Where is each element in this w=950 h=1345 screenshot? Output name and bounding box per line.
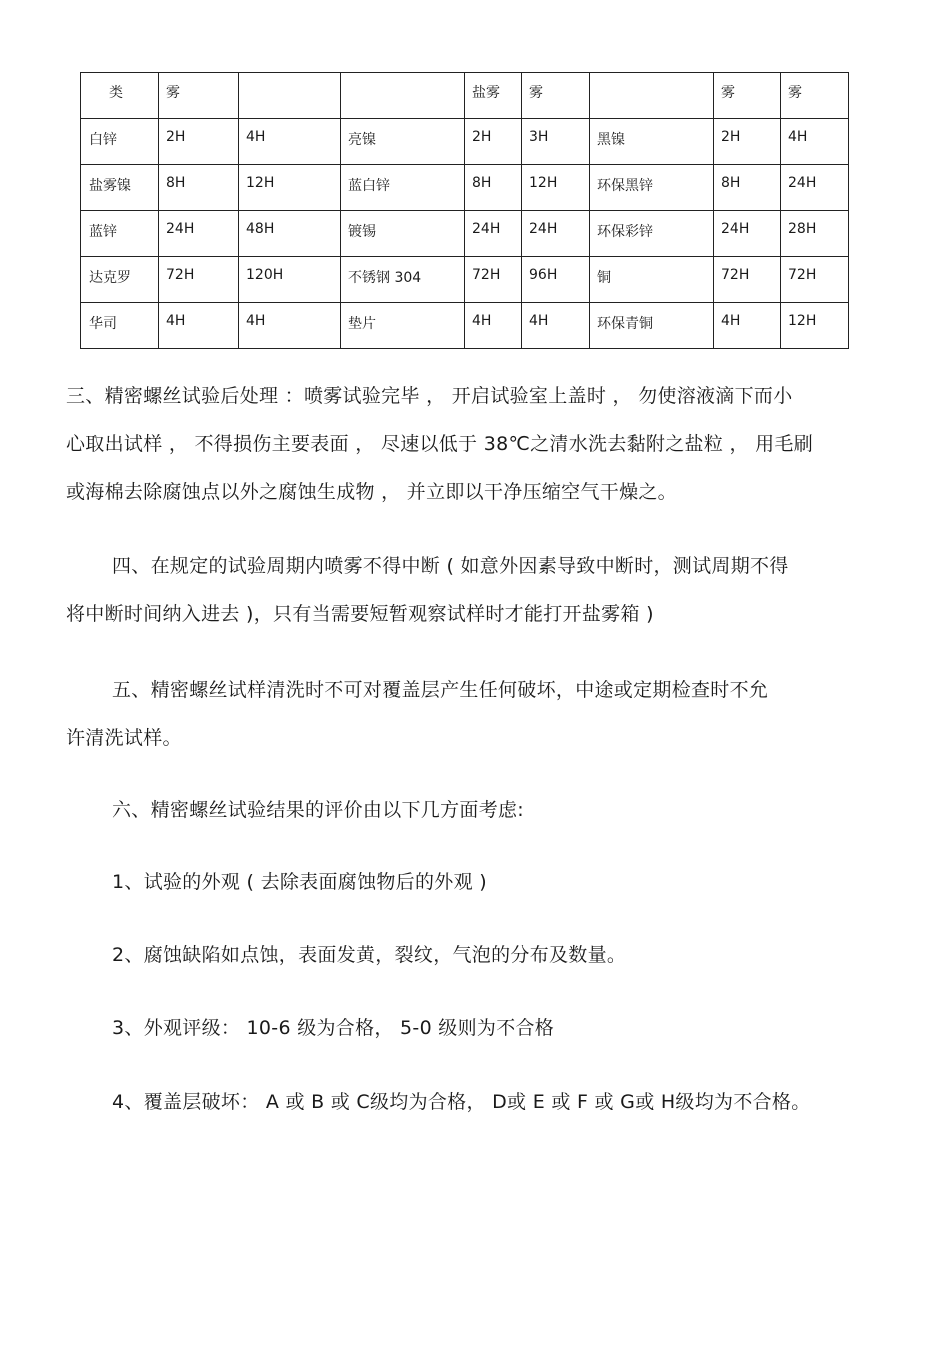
- table-cell: 8H: [714, 165, 781, 211]
- table-cell: 4H: [159, 303, 239, 349]
- evaluation-item-1: 1、试验的外观 ( 去除表面腐蚀物后的外观 ): [112, 871, 487, 893]
- table-cell: 达克罗: [81, 257, 159, 303]
- table-cell: 120H: [239, 257, 341, 303]
- table-cell: 72H: [714, 257, 781, 303]
- table-cell: 4H: [239, 303, 341, 349]
- table-cell: 2H: [714, 119, 781, 165]
- table-cell: 雾: [714, 73, 781, 119]
- table-cell: 8H: [159, 165, 239, 211]
- table-cell: 雾: [522, 73, 590, 119]
- salt-spray-hours-table: [80, 72, 849, 349]
- table-row: [81, 211, 849, 257]
- text-line: 或海棉去除腐蚀点以外之腐蚀生成物 ， 并立即以干净压缩空气干燥之。: [66, 481, 677, 503]
- table-cell: 华司: [81, 303, 159, 349]
- table-cell: 雾: [159, 73, 239, 119]
- text-line: 四、在规定的试验周期内喷雾不得中断 ( 如意外因素导致中断时，测试周期不得: [112, 555, 789, 577]
- table-cell: 96H: [522, 257, 590, 303]
- table-cell: 黑镍: [590, 119, 714, 165]
- text-line: 将中断时间纳入进去 )，只有当需要短暂观察试样时才能打开盐雾箱 ): [66, 603, 654, 625]
- table-cell: 蓝白锌: [341, 165, 465, 211]
- paragraph-no-interruption: [66, 542, 886, 638]
- evaluation-item-3: 3、外观评级： 10-6 级为合格， 5-0 级则为不合格: [112, 1017, 555, 1039]
- table-cell: 铜: [590, 257, 714, 303]
- table-row: [81, 165, 849, 211]
- text-line: 心取出试样 ， 不得损伤主要表面 ， 尽速以低于 38℃之清水洗去黏附之盐粒 ， 用毛刷: [66, 433, 813, 455]
- table-cell: 24H: [159, 211, 239, 257]
- table-cell: 白锌: [81, 119, 159, 165]
- text-line: 许清洗试样。: [66, 727, 182, 749]
- table-cell: 72H: [465, 257, 522, 303]
- table-cell: 12H: [239, 165, 341, 211]
- table-cell: [341, 73, 465, 119]
- table-cell: 4H: [239, 119, 341, 165]
- table-row: [81, 257, 849, 303]
- table-cell: 4H: [522, 303, 590, 349]
- table-cell: 4H: [714, 303, 781, 349]
- table-cell: [239, 73, 341, 119]
- heading-evaluation: 六、精密螺丝试验结果的评价由以下几方面考虑:: [112, 799, 525, 821]
- table-cell: 24H: [465, 211, 522, 257]
- table-cell: 2H: [159, 119, 239, 165]
- table-cell: 48H: [239, 211, 341, 257]
- table-cell: 24H: [781, 165, 849, 211]
- table-cell: 4H: [465, 303, 522, 349]
- table-cell: 72H: [781, 257, 849, 303]
- table-cell: 28H: [781, 211, 849, 257]
- table-row: [81, 303, 849, 349]
- table-cell: 亮镍: [341, 119, 465, 165]
- table-cell: 盐雾镍: [81, 165, 159, 211]
- table-cell: 蓝锌: [81, 211, 159, 257]
- table-cell: 2H: [465, 119, 522, 165]
- table-cell: 12H: [781, 303, 849, 349]
- table-cell: 4H: [781, 119, 849, 165]
- table-cell: 环保青铜: [590, 303, 714, 349]
- table-cell: 类: [81, 73, 159, 119]
- evaluation-item-4: 4、覆盖层破坏： A 或 B 或 C级均为合格， D或 E 或 F 或 G或 H级均为不合格。: [112, 1091, 811, 1113]
- paragraph-cleaning-rule: [66, 666, 886, 762]
- table-cell: 24H: [714, 211, 781, 257]
- table-cell: 72H: [159, 257, 239, 303]
- table-cell: 24H: [522, 211, 590, 257]
- table-cell: [590, 73, 714, 119]
- table-cell: 垫片: [341, 303, 465, 349]
- table-row: [81, 119, 849, 165]
- table-cell: 3H: [522, 119, 590, 165]
- table-cell: 12H: [522, 165, 590, 211]
- text-line: 三、精密螺丝试验后处理 ：喷雾试验完毕 ， 开启试验室上盖时 ， 勿使溶液滴下而小: [66, 385, 793, 407]
- table-cell: 不锈钢 304: [341, 257, 465, 303]
- text-line: 五、精密螺丝试样清洗时不可对覆盖层产生任何破坏，中途或定期检查时不允: [112, 679, 769, 701]
- table-cell: 镀锡: [341, 211, 465, 257]
- table-cell: 8H: [465, 165, 522, 211]
- evaluation-item-2: 2、腐蚀缺陷如点蚀，表面发黄，裂纹，气泡的分布及数量。: [112, 944, 627, 966]
- table-row: [81, 73, 849, 119]
- table-cell: 盐雾: [465, 73, 522, 119]
- table-cell: 雾: [781, 73, 849, 119]
- table-cell: 环保彩锌: [590, 211, 714, 257]
- table-cell: 环保黑锌: [590, 165, 714, 211]
- paragraph-post-test-treatment: [66, 372, 886, 516]
